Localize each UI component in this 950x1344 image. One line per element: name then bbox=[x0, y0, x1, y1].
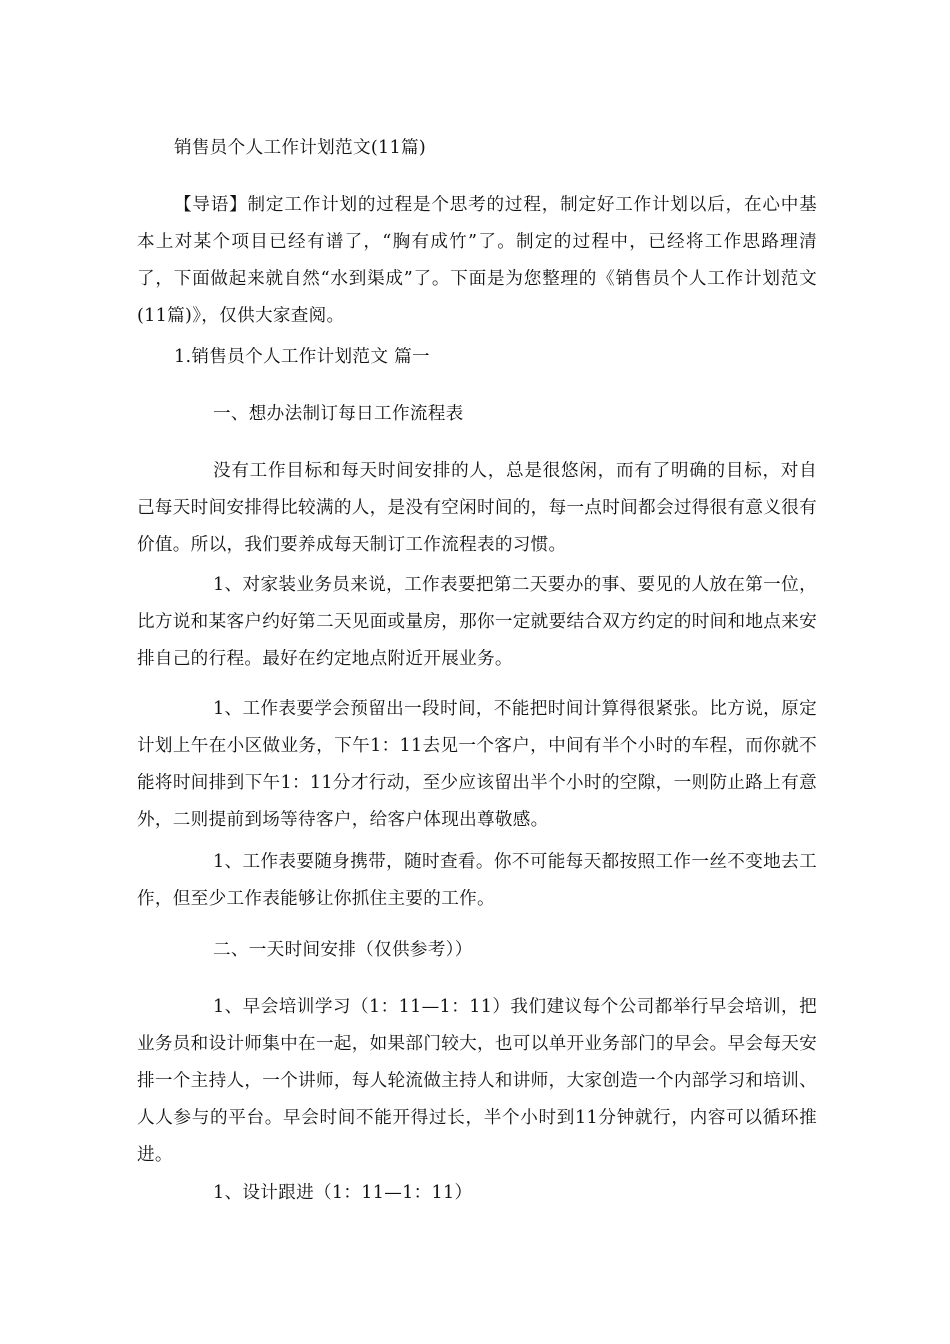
paragraph-reserve-time: 1、工作表要学会预留出一段时间，不能把时间计算得很紧张。比方说，原定计划上午在小区做业务，下午1：11去见一个客户，中间有半个小时的车程，而你就不能将时间排到下午1：11分才行动，至少应该留出半个小时的空隙，一则防止路上有意外，二则提前到场等待客户，给客户体现出尊敬感。 bbox=[137, 699, 817, 830]
paragraph-goals: 没有工作目标和每天时间安排的人，总是很悠闲，而有了明确的目标，对自己每天时间安排得比较满的人，是没有空闲时间的，每一点时间都会过得很有意义很有价值。所以，我们要养成每天制订工作流程表的习惯。 bbox=[137, 461, 817, 555]
intro-paragraph: 【导语】制定工作计划的过程是个思考的过程，制定好工作计划以后，在心中基本上对某个项目已经有谱了，“胸有成竹”了。制定的过程中，已经将工作思路理清了，下面做起来就自然“水到渠成”了。下面是为您整理的《销售员个人工作计划范文(11篇)》，仅供大家查阅。 bbox=[137, 195, 817, 326]
sub-heading-daily-plan: 二、一天时间安排（仅供参考）） bbox=[213, 940, 473, 960]
sub-heading-daily-flow: 一、想办法制订每日工作流程表 bbox=[213, 404, 464, 424]
section-heading: 1.销售员个人工作计划范文 篇一 bbox=[174, 347, 430, 367]
paragraph-morning-meeting: 1、早会培训学习（1：11—1：11）我们建议每个公司都举行早会培训，把业务员和设计师集中在一起，如果部门较大，也可以单开业务部门的早会。早会每天安排一个主持人，一个讲师，每人轮流做主持人和讲师，大家创造一个内部学习和培训、人人参与的平台。早会时间不能开得过长，半个小时到11分钟就行，内容可以循环推进。 bbox=[137, 997, 817, 1165]
paragraph-carry-schedule: 1、工作表要随身携带，随时查看。你不可能每天都按照工作一丝不变地去工作，但至少工作表能够让你抓住主要的工作。 bbox=[137, 852, 817, 909]
document-title: 销售员个人工作计划范文(11篇) bbox=[174, 138, 427, 158]
paragraph-schedule-priority: 1、对家装业务员来说，工作表要把第二天要办的事、要见的人放在第一位，比方说和某客户约好第二天见面或量房，那你一定就要结合双方约定的时间和地点来安排自己的行程。最好在约定地点附近开展业务。 bbox=[137, 575, 817, 669]
paragraph-design-follow-up: 1、设计跟进（1：11—1：11） bbox=[213, 1183, 473, 1203]
